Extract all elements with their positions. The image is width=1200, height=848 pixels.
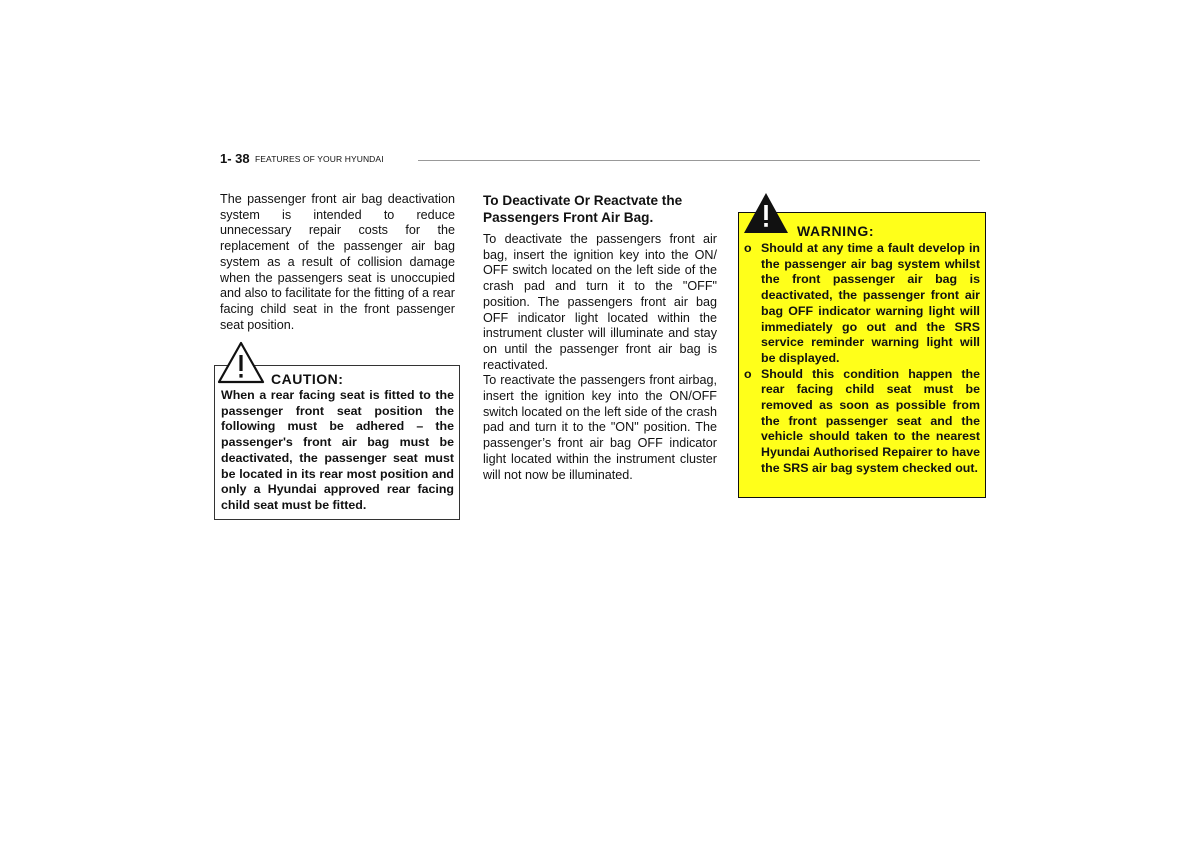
caution-text: When a rear facing seat is fitted to the passenger front seat position the following must be adhered – the passenger's front air bag must be deactivated, the passenger seat must be located in its rear most position and only a Hyundai approved rear facing child seat must be fitted.: [221, 388, 454, 512]
caution-title: CAUTION:: [271, 371, 344, 387]
section-title: FEATURES OF YOUR HYUNDAI: [255, 154, 384, 164]
warning-triangle-icon: [216, 340, 266, 385]
warning-item-text: Should this condition happen the rear facing child seat must be removed as soon as possible from the front passenger seat and the vehicle should taken to the nearest Hyundai Authorised Repairer to have the SRS air bag system checked out.: [761, 366, 980, 475]
bullet-marker: o: [744, 366, 752, 381]
page-number: 1- 38: [220, 151, 250, 166]
warning-title: WARNING:: [797, 223, 875, 239]
header-divider: [418, 160, 980, 161]
bullet-marker: o: [744, 241, 752, 255]
warning-item-text: Should at any time a fault develop in the passenger air bag system whilst the front passenger air bag is deactivated, the passenger front air bag OFF indicator warning light will immediately go out and the SRS service reminder warning light will be displayed.: [761, 241, 980, 365]
warning-item: [744, 367, 980, 477]
page-header: [220, 151, 980, 171]
intro-paragraph: The passenger front air bag deactivation system is intended to reduce unnecessary repair costs for the replacement of the passenger air bag system as a result of collision damage when the passengers seat is unoccupied and also to facilitate for the fitting of a rear facing child seat in the front passenger seat position.: [220, 192, 455, 332]
exclamation-triangle-icon: [743, 192, 789, 234]
reactivate-paragraph: To reactivate the passengers front airbag, insert the ignition key into the ON/OFF switch located on the left side of the crash pad and turn it to the "ON" position. The passenger’s front air bag OFF indicator light located within the instrument cluster will not now be illuminated.: [483, 373, 717, 482]
warning-list: [744, 241, 980, 477]
deactivate-paragraph: To deactivate the passengers front air bag, insert the ignition key into the ON/ OFF switch located on the left side of the crash pad and turn it to the "OFF" position. The passengers front air bag OFF indicator light located within the instrument cluster will illuminate and stay on until the passenger front air bag is reactivated.: [483, 232, 717, 372]
instructions-heading: To Deactivate Or Reactvate the Passengers Front Air Bag.: [483, 193, 683, 225]
instructions-column: [483, 192, 717, 483]
warning-item: [744, 241, 980, 367]
